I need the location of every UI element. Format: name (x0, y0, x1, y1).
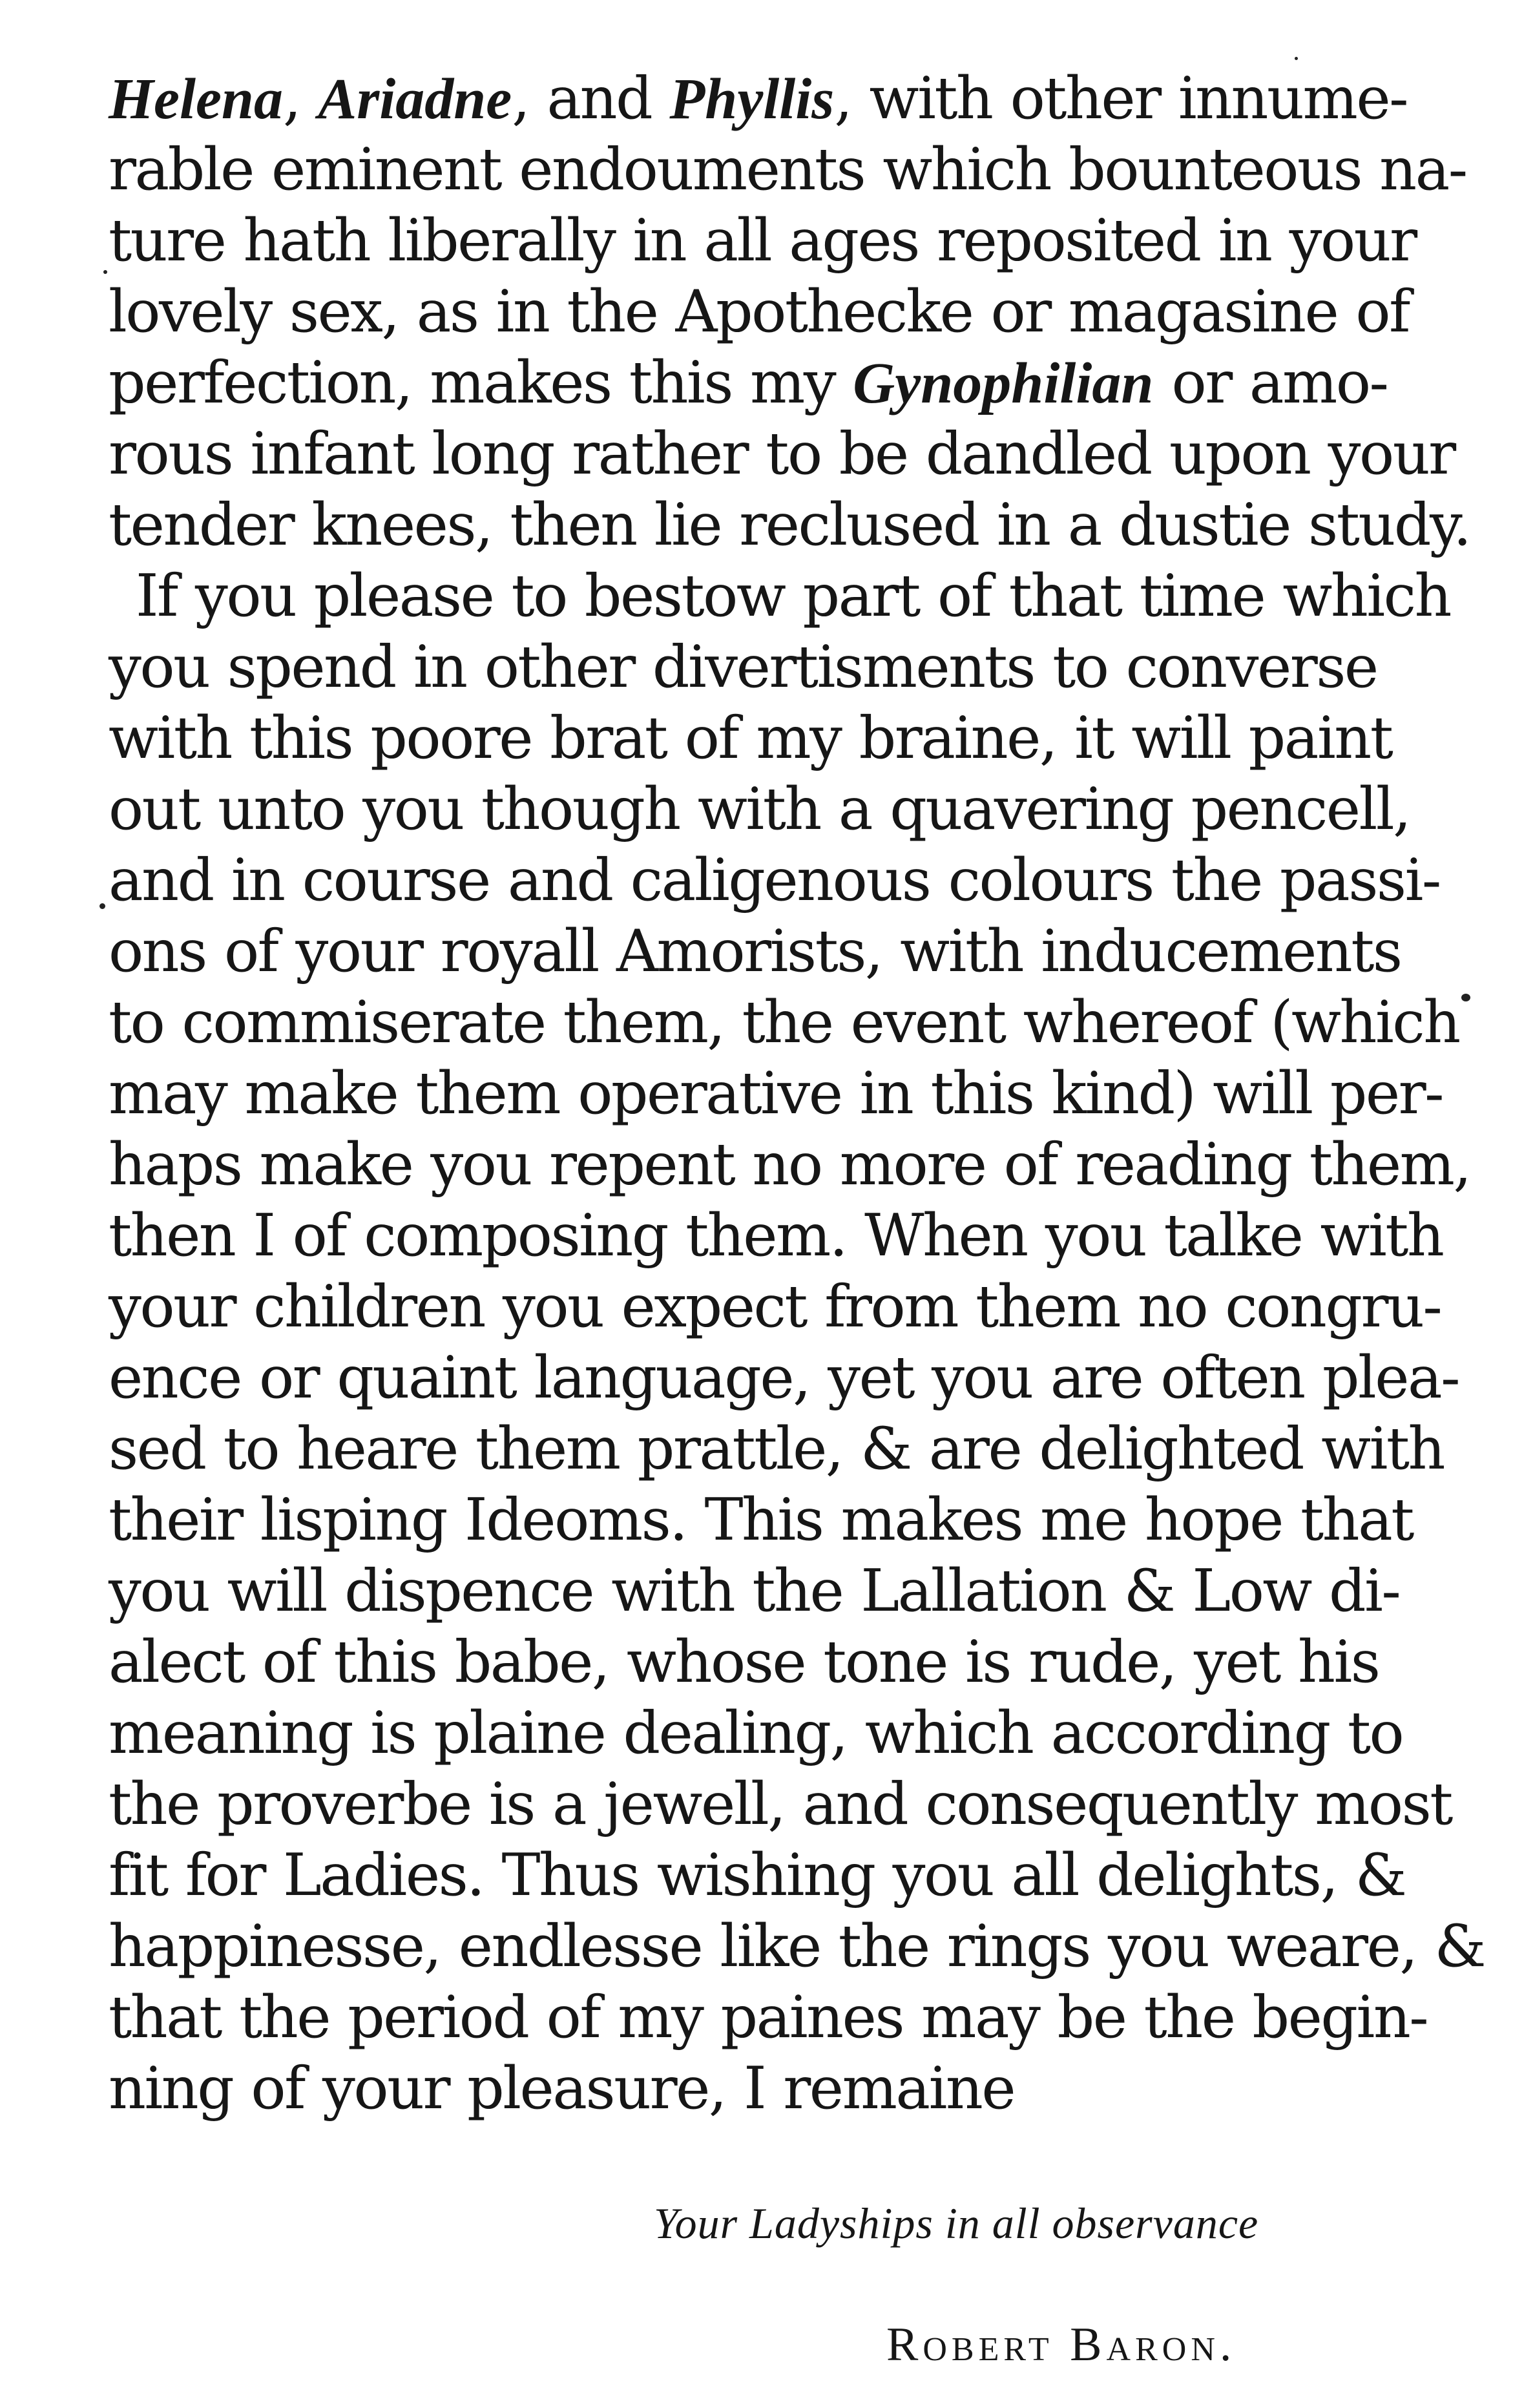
text-line-19 (109, 1343, 1459, 1414)
text-line-6 (109, 419, 1455, 490)
text-fragment: lovely sex, as in the Apothecke or magasine of (109, 278, 1409, 346)
text-line-12 (109, 845, 1440, 916)
author-signature: Robert Baron. (886, 2318, 1236, 2371)
text-fragment: rous infant long rather to be dandled upon your (109, 420, 1455, 488)
text-fragment: may make them operative in this kind) will per- (109, 1060, 1443, 1127)
text-line-3 (109, 205, 1416, 277)
text-fragment: , with other innume- (834, 65, 1408, 132)
text-line-28 (109, 1982, 1427, 2053)
text-line-15 (109, 1058, 1443, 1129)
text-fragment: you spend in other divertisments to converse (109, 633, 1377, 701)
text-fragment: fit for Ladies. Thus wishing you all delights, & (109, 1841, 1406, 1909)
text-fragment: tender knees, then lie reclused in a dustie study. (109, 491, 1470, 559)
text-line-22 (109, 1556, 1399, 1627)
text-fragment: rable eminent endouments which bounteous na- (109, 136, 1466, 204)
text-line-1 (109, 63, 1407, 135)
text-fragment: with this poore brat of my braine, it will paint (109, 704, 1392, 772)
text-fragment: to commiserate them, the event whereof (which (109, 989, 1459, 1056)
text-fragment: haps make you repent no more of reading them, (109, 1131, 1470, 1199)
text-line-10 (109, 703, 1392, 774)
text-line-8 (136, 561, 1450, 632)
text-fragment: alect of this babe, whose tone is rude, yet his (109, 1628, 1379, 1696)
text-line-26 (109, 1840, 1405, 1911)
text-fragment: out unto you though with a quavering pencell, (109, 775, 1410, 843)
text-line-27 (109, 1911, 1485, 1982)
text-fragment: , and (512, 65, 670, 132)
text-line-21 (109, 1485, 1413, 1556)
ink-speck (103, 270, 107, 274)
text-fragment: and in course and caligenous colours the passi- (109, 846, 1440, 914)
text-fragment: then I of composing them. When you talke with (109, 1202, 1443, 1270)
text-fragment: meaning is plaine dealing, which according to (109, 1699, 1403, 1767)
text-fragment: that the period of my paines may be the begin- (109, 1984, 1428, 2051)
italic-name-ariadne: Ariadne (318, 67, 512, 131)
text-line-5 (109, 348, 1387, 419)
text-fragment: ons of your royall Amorists, with inducements (109, 917, 1401, 985)
italic-name-helena: Helena (109, 67, 283, 131)
italic-name-phyllis: Phyllis (669, 67, 835, 131)
text-line-24 (109, 1698, 1403, 1769)
text-line-9 (109, 632, 1377, 703)
text-line-25 (109, 1769, 1452, 1840)
text-fragment: the proverbe is a jewell, and consequently most (109, 1770, 1452, 1838)
text-fragment: happinesse, endlesse like the rings you weare, & (109, 1912, 1485, 1980)
text-line-13 (109, 916, 1401, 987)
text-fragment: you will dispence with the Lallation & Low di- (109, 1557, 1400, 1625)
text-fragment: ning of your pleasure, I remaine (109, 2055, 1015, 2122)
text-line-11 (109, 774, 1410, 845)
text-fragment: sed to heare them prattle, & are delighted with (109, 1415, 1445, 1483)
text-fragment: or amo- (1153, 349, 1388, 417)
text-fragment: If you please to bestow part of that time which (136, 562, 1451, 630)
text-line-2 (109, 134, 1466, 205)
text-line-4 (109, 277, 1409, 348)
text-fragment: their lisping Ideoms. This makes me hope that (109, 1486, 1413, 1554)
text-line-18 (109, 1272, 1441, 1343)
text-line-7 (109, 490, 1470, 561)
closing-salutation: Your Ladyships in all observance (654, 2199, 1259, 2248)
text-line-16 (109, 1129, 1470, 1200)
text-fragment: perfection, makes this my (109, 349, 853, 417)
text-line-17 (109, 1200, 1443, 1272)
text-line-23 (109, 1627, 1379, 1698)
text-fragment: ture hath liberally in all ages reposited in your (109, 207, 1416, 275)
ink-speck (99, 903, 105, 909)
text-line-20 (109, 1414, 1444, 1485)
text-fragment: your children you expect from them no congru- (109, 1273, 1441, 1341)
text-line-14 (109, 987, 1459, 1058)
ink-speck (1295, 57, 1298, 60)
text-fragment: ence or quaint language, yet you are often plea- (109, 1344, 1459, 1412)
text-fragment: , (282, 65, 318, 132)
text-line-29 (109, 2053, 1014, 2124)
ink-speck (1461, 994, 1470, 1001)
italic-word-gynophilian: Gynophilian (853, 351, 1154, 415)
